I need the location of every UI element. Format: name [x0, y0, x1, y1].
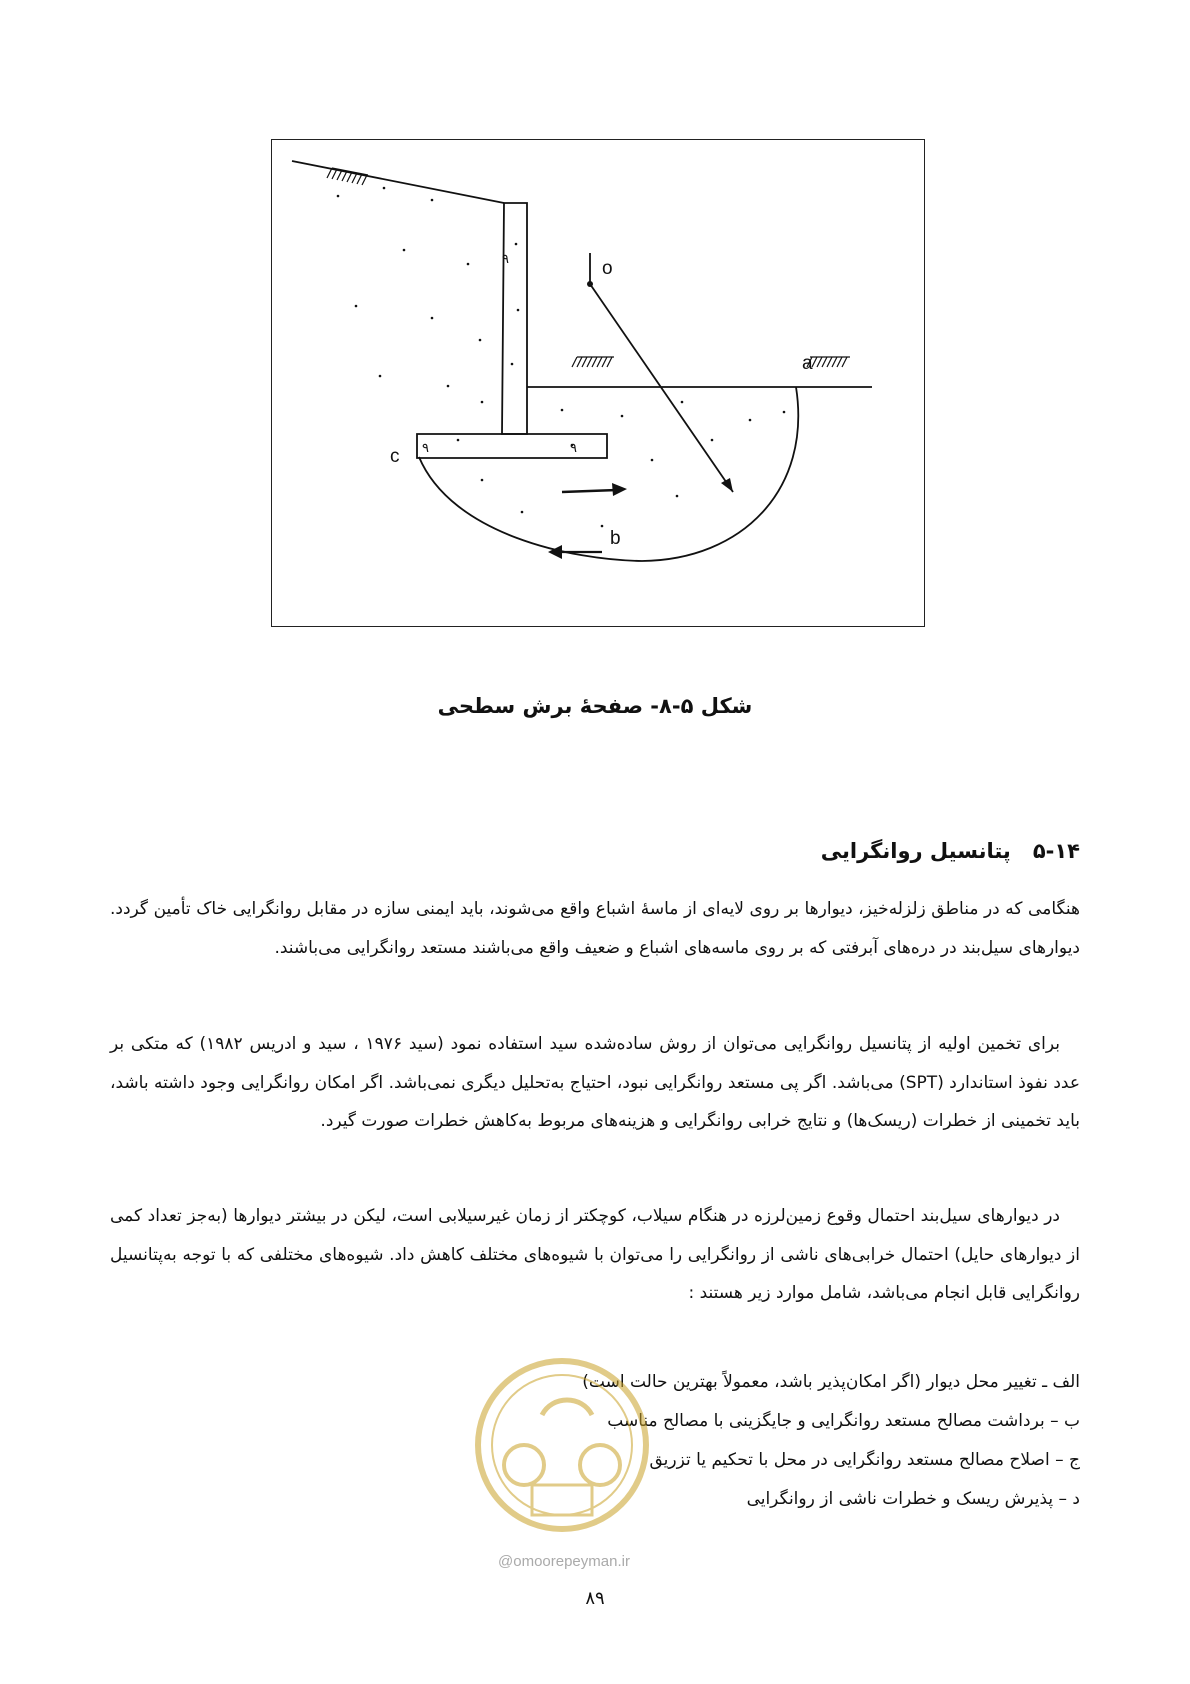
svg-text:۹: ۹: [570, 440, 577, 455]
concrete-marks: [422, 251, 577, 455]
center-point: [587, 281, 593, 287]
svg-text:۹: ۹: [422, 440, 429, 455]
backfill-slope-line: [292, 161, 504, 203]
stamp-seal-icon: [472, 1355, 652, 1535]
wall-stem: [502, 203, 527, 434]
radius-arrow-head: [721, 478, 733, 492]
radius-line: [590, 284, 733, 492]
list-item: ب – برداشت مصالح مستعد روانگرایی و جایگزینی با مصالح مناسب: [607, 1411, 1080, 1431]
paragraph-2: برای تخمین اولیه از پتانسیل روانگرایی می‌توان از روش ساده‌شده سید استفاده نمود (سید ۱۹۷۶ ، سید و ادریس ۱۹۸۲) که متکی بر عدد نفوذ استاندارد (SPT) می‌باشد. اگر پی مستعد روانگرایی نبود، احتیاج به‌تحلیل دیگری نمی‌باشد. اگر امکان روانگرایی وجود داشته باشد، باید تخمینی از خطرات (ریسک‌ها) و نتایج خرابی روانگرایی و هزینه‌های مربوط به‌کاهش خطرات صورت گیرد.: [110, 1034, 1080, 1131]
figure-drawing: [272, 140, 926, 628]
watermark-text: @omoorepeyman.ir: [498, 1553, 630, 1570]
slip-surface-figure: [271, 139, 925, 627]
list-item: د – پذیرش ریسک و خطرات ناشی از روانگرایی: [746, 1489, 1080, 1509]
list-item: ج – اصلاح مصالح مستعد روانگرایی در محل با تحکیم یا تزریق: [649, 1450, 1080, 1470]
label-o: o: [602, 258, 613, 279]
section-title: پتانسیل روانگرایی: [820, 839, 1011, 863]
section-heading: [821, 839, 1080, 863]
ground-hatching: [327, 168, 850, 367]
slip-circle-arc: [419, 387, 798, 561]
wall-footing: [417, 434, 607, 458]
rotation-arrow: [562, 483, 627, 496]
svg-text:۹: ۹: [502, 251, 509, 266]
label-c: c: [390, 446, 400, 467]
section-number: ۵-۱۴: [1032, 839, 1080, 863]
soil-dots: [337, 187, 786, 528]
page-number: ۸۹: [585, 1588, 605, 1609]
methods-list: [582, 1363, 1080, 1519]
paragraph-1: هنگامی که در مناطق زلزله‌خیز، دیوارها بر روی لایه‌ای از ماسهٔ اشباع واقع می‌شوند، باید ایمنی سازه در مقابل روانگرایی خاک تأمین گردد. دیوارهای سیل‌بند در دره‌های آبرفتی که بر روی ماسه‌های اشباع و ضعیف واقع می‌باشند مستعد روانگرایی می‌باشند.: [110, 899, 1080, 958]
label-a: a: [802, 353, 813, 374]
paragraph-3: در دیوارهای سیل‌بند احتمال وقوع زمین‌لرزه در هنگام سیلاب، کوچکتر از زمان غیرسیلابی است، لیکن در بیشتر دیوارها (به‌جز تعداد کمی از دیوارهای حایل) احتمال خرابی‌های ناشی از روانگرایی را می‌توان با شیوه‌های مختلف کاهش داد. شیوه‌های مختلفی که با توجه به‌پتانسیل روانگرایی قابل انجام می‌باشد، شامل موارد زیر هستند :: [110, 1206, 1080, 1303]
list-item: الف ـ تغییر محل دیوار (اگر امکان‌پذیر باشد، معمولاً بهترین حالت است): [582, 1372, 1080, 1392]
figure-caption: شکل ۵-۸- صفحهٔ برش سطحی: [437, 694, 753, 718]
label-b: b: [610, 528, 621, 549]
